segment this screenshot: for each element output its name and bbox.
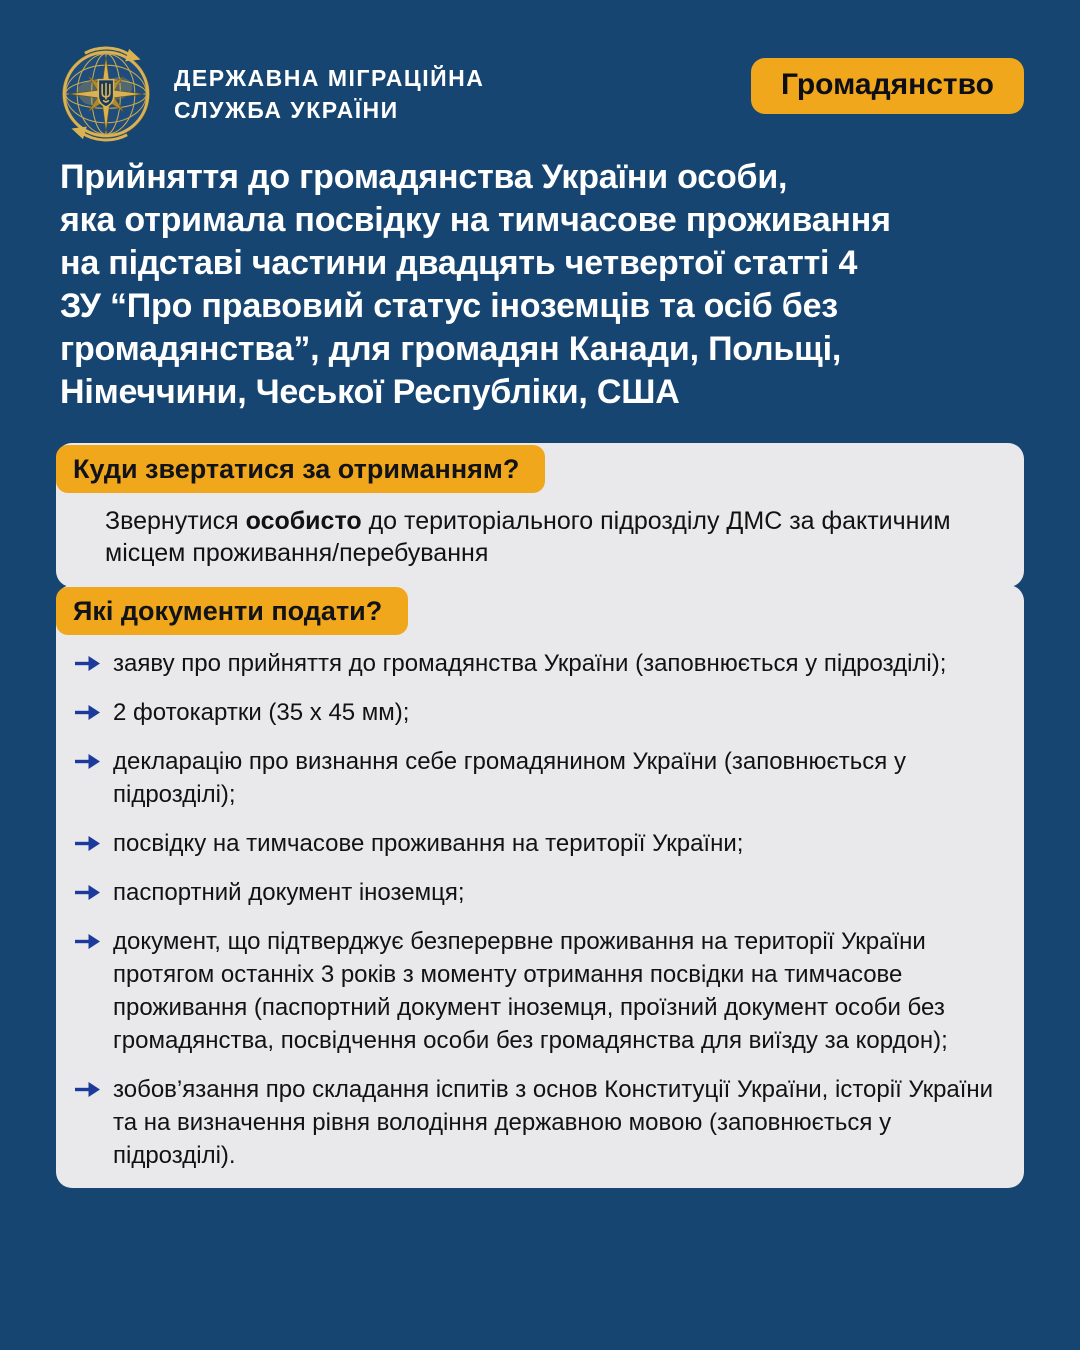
- arrow-right-icon: [74, 1081, 101, 1098]
- list-item-text: документ, що підтверджує безперервне проживання на території України протягом останніх 3 років з моменту отримання посвідки на тимчасове проживання (паспортний документ іноземця, проїзний документ особи без громадянства, посвідчення особи без громадянства для виїзду за кордон);: [113, 928, 948, 1054]
- title-line: Прийняття до громадянства України особи,: [60, 158, 788, 196]
- arrow-right-icon: [74, 835, 101, 852]
- category-badge: Громадянство: [751, 58, 1024, 114]
- list-item: [72, 1073, 1006, 1172]
- title-line: громадянства”, для громадян Канади, Польщі,: [60, 330, 842, 368]
- org-name-line2: СЛУЖБА УКРАЇНИ: [174, 97, 399, 123]
- documents-list: [56, 585, 1024, 1188]
- section-where-to-apply: [56, 443, 1024, 587]
- arrow-right-icon: [74, 884, 101, 901]
- title-line: Німеччини, Чеської Республіки, США: [60, 373, 680, 411]
- list-item: [72, 647, 1006, 680]
- where-text-bold: особисто: [245, 507, 362, 535]
- arrow-right-icon: [74, 704, 101, 721]
- org-name: [174, 62, 484, 126]
- documents-tab: Які документи подати?: [56, 587, 408, 635]
- list-item-text: паспортний документ іноземця;: [113, 879, 465, 906]
- where-to-apply-card: [56, 443, 1024, 587]
- list-item-text: декларацію про визнання себе громадянином України (заповнюється у підрозділі);: [113, 748, 906, 808]
- where-to-apply-tab: Куди звертатися за отриманням?: [56, 445, 545, 493]
- title-line: ЗУ “Про правовий статус іноземців та осіб без: [60, 287, 838, 325]
- arrow-right-icon: [74, 933, 101, 950]
- header: [58, 46, 1024, 142]
- list-item-text: 2 фотокартки (35 x 45 мм);: [113, 699, 410, 726]
- page-title: [60, 156, 1024, 414]
- list-item-text: посвідку на тимчасове проживання на території України;: [113, 830, 744, 857]
- where-text-prefix: Звернутися: [105, 507, 246, 535]
- list-item: [72, 876, 1006, 909]
- list-item: [72, 925, 1006, 1057]
- title-line: на підставі частини двадцять четвертої статті 4: [60, 244, 858, 282]
- list-item: [72, 827, 1006, 860]
- list-item-text: зобов’язання про складання іспитів з основ Конституції України, історії України та на визначення рівня володіння державною мовою (заповнюється у підрозділі).: [113, 1076, 994, 1169]
- documents-card: [56, 585, 1024, 1188]
- title-line: яка отримала посвідку на тимчасове проживання: [60, 201, 891, 239]
- org-name-line1: ДЕРЖАВНА МІГРАЦІЙНА: [174, 65, 485, 91]
- arrow-right-icon: [74, 655, 101, 672]
- list-item: [72, 696, 1006, 729]
- section-documents: [56, 585, 1024, 1188]
- list-item-text: заяву про прийняття до громадянства України (заповнюється у підрозділі);: [113, 650, 947, 677]
- list-item: [72, 745, 1006, 811]
- where-text-suffix: до територіального підрозділу ДМС за фактичним місцем проживання/перебування: [105, 507, 951, 567]
- arrow-right-icon: [74, 753, 101, 770]
- dms-emblem-icon: [58, 46, 154, 142]
